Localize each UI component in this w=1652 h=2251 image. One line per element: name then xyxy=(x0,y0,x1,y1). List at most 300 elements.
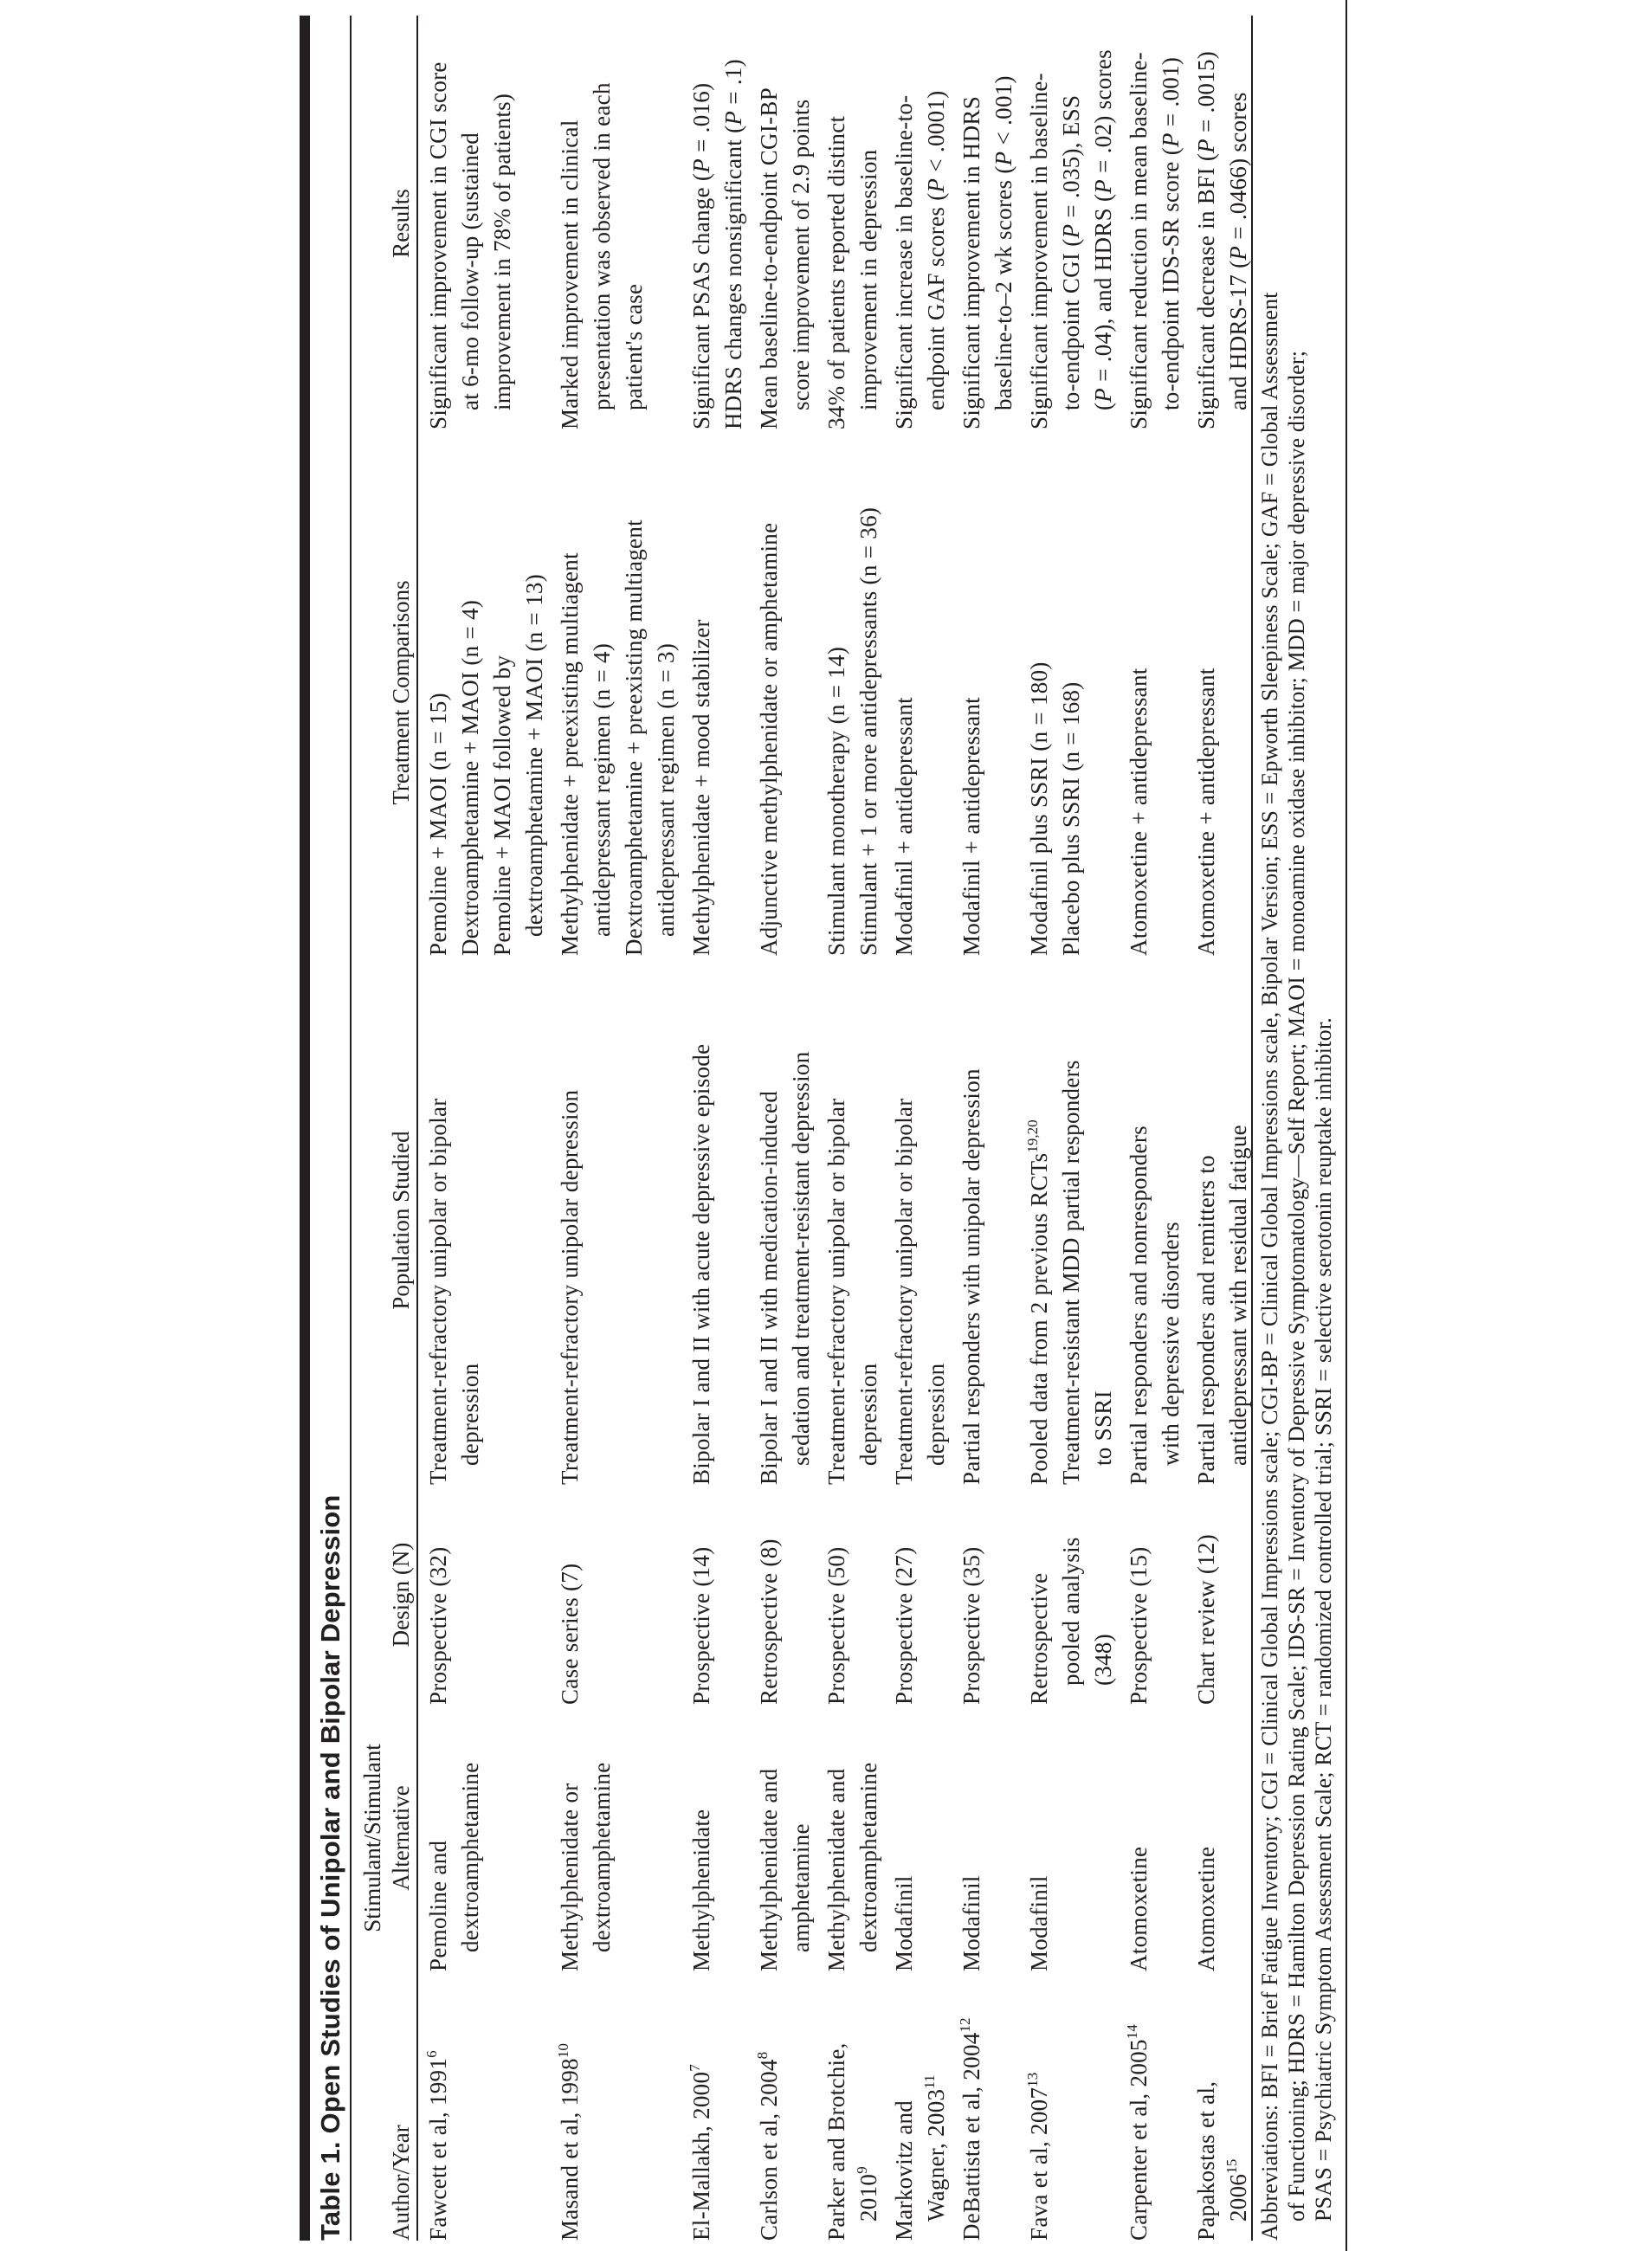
agent-entry xyxy=(888,1705,920,1971)
treatment-line xyxy=(554,429,586,956)
results-text: patient's case xyxy=(621,283,647,410)
design-text: Prospective (14) xyxy=(688,1546,714,1705)
population-entry xyxy=(1123,956,1187,1485)
treatment-entry xyxy=(853,429,885,956)
design-text: (348) xyxy=(1090,1634,1116,1686)
cell-agent xyxy=(1191,1705,1255,1971)
population-line xyxy=(1191,956,1223,1485)
table-row xyxy=(423,17,554,2241)
treatment-line xyxy=(1023,429,1055,956)
author-line xyxy=(821,1971,853,2241)
cell-agent xyxy=(753,1705,817,1971)
treatment-line xyxy=(423,429,455,956)
results-text: HDRS changes nonsignificant (P = .1) xyxy=(720,59,746,429)
author-text: Masand et al, 1998 xyxy=(557,2058,583,2241)
design-line xyxy=(888,1485,920,1705)
treatment-line xyxy=(1123,429,1155,956)
cell-treatment xyxy=(1123,429,1187,956)
agent-text: Modafinil xyxy=(958,1875,984,1971)
agent-text: Pemoline and xyxy=(425,1840,451,1971)
treatment-text: Stimulant monotherapy (n = 14) xyxy=(823,646,849,956)
results-text: Mean baseline-to-endpoint CGI-BP xyxy=(756,87,782,429)
cell-agent xyxy=(821,1705,885,1971)
treatment-text: Pemoline + MAOI followed by xyxy=(489,655,515,956)
header-label: Alternative xyxy=(388,1785,414,1891)
cell-population xyxy=(1123,956,1187,1485)
author-entry xyxy=(1123,1971,1155,2241)
cell-design xyxy=(1123,1485,1187,1705)
agent-entry xyxy=(1123,1705,1155,1971)
cell-treatment xyxy=(821,429,885,956)
cell-treatment xyxy=(1191,429,1255,956)
population-text: Treatment-refractory unipolar depression xyxy=(557,1089,583,1485)
population-text: with depressive disorders xyxy=(1158,1222,1184,1466)
treatment-text: Methylphenidate + preexisting multiagent xyxy=(557,552,583,956)
cell-population xyxy=(956,956,1020,1485)
author-entry xyxy=(753,1971,785,2241)
results-line xyxy=(753,17,785,429)
population-line xyxy=(1087,956,1120,1485)
cell-treatment xyxy=(554,429,682,956)
results-line xyxy=(618,17,650,429)
results-entry xyxy=(423,17,519,429)
header-results xyxy=(357,17,416,429)
results-line xyxy=(1023,17,1055,429)
cell-results xyxy=(821,17,885,429)
results-text: Significant increase in baseline-to- xyxy=(891,94,917,429)
table-row xyxy=(1123,17,1191,2241)
author-entry xyxy=(423,1971,455,2241)
design-line xyxy=(423,1485,455,1705)
design-entry xyxy=(821,1485,853,1705)
results-text: Significant PSAS change (P = .016) xyxy=(688,82,714,429)
design-line xyxy=(1191,1485,1223,1705)
agent-entry xyxy=(423,1705,487,1971)
header-label: Author/Year xyxy=(388,2125,414,2241)
cell-agent xyxy=(1123,1705,1187,1971)
cell-treatment xyxy=(686,429,750,956)
treatment-entry xyxy=(423,429,455,956)
results-line xyxy=(1087,17,1120,429)
population-entry xyxy=(753,956,817,1485)
cell-author xyxy=(1023,1971,1120,2241)
cell-treatment xyxy=(888,429,952,956)
design-entry xyxy=(1023,1485,1120,1705)
cell-population xyxy=(753,956,817,1485)
header-treatment xyxy=(357,429,416,956)
results-text: at 6-mo follow-up (sustained xyxy=(457,132,483,410)
results-line xyxy=(821,17,853,429)
agent-line xyxy=(455,1705,487,1971)
treatment-line xyxy=(455,429,487,956)
results-text: Significant improvement in HDRS xyxy=(958,95,984,429)
agent-text: Methylphenidate and xyxy=(756,1768,782,1971)
population-entry xyxy=(1023,956,1055,1485)
results-line xyxy=(487,17,519,429)
author-line xyxy=(853,1971,885,2241)
population-text: Bipolar I and II with medication-induced xyxy=(756,1090,782,1485)
design-line xyxy=(686,1485,718,1705)
author-text: DeBattista et al, 2004 xyxy=(958,2032,984,2241)
cell-treatment xyxy=(1023,429,1120,956)
table-row xyxy=(554,17,686,2241)
treatment-entry xyxy=(686,429,718,956)
population-line xyxy=(1223,956,1255,1485)
author-entry xyxy=(1023,1971,1055,2241)
author-text: Wagner, 2003 xyxy=(923,2088,949,2222)
results-text: 34% of patients reported distinct xyxy=(823,115,849,429)
cell-results xyxy=(888,17,952,429)
agent-text: Methylphenidate and xyxy=(823,1768,849,1971)
treatment-line xyxy=(888,429,920,956)
agent-entry xyxy=(1191,1705,1223,1971)
header-label: Stimulant/Stimulant xyxy=(359,1744,385,1932)
treatment-text: Stimulant + 1 or more antidepressants (n = 36) xyxy=(855,506,881,956)
author-line xyxy=(686,1971,718,2241)
design-text: Prospective (27) xyxy=(891,1546,917,1705)
results-line xyxy=(853,17,885,429)
reference-superscript: 19,20 xyxy=(1024,1119,1041,1153)
author-line xyxy=(1023,1971,1055,2241)
cell-population xyxy=(554,956,682,1485)
treatment-text: Pemoline + MAOI (n = 15) xyxy=(425,693,451,956)
abbreviation-line: PSAS = Psychiatric Symptom Assessment Scale; RCT = randomized controlled trial; SSRI = selective serotonin reuptake inhibitor. xyxy=(1311,1017,1336,2222)
page-edge-line xyxy=(1345,0,1347,2251)
treatment-text: Dextroamphetamine + preexisting multiagent xyxy=(621,519,647,956)
author-line xyxy=(956,1971,988,2241)
cell-design xyxy=(956,1485,1020,1705)
author-entry xyxy=(956,1971,988,2241)
results-line xyxy=(1123,17,1155,429)
author-text: Fawcett et al, 1991 xyxy=(425,2057,451,2241)
population-text: sedation and treatment-resistant depression xyxy=(788,1051,814,1466)
cell-population xyxy=(821,956,885,1485)
cell-results xyxy=(554,17,682,429)
results-line xyxy=(1155,17,1187,429)
cell-author xyxy=(753,1971,817,2241)
author-text: El-Mallakh, 2000 xyxy=(688,2071,714,2241)
results-text: Marked improvement in clinical xyxy=(557,119,583,429)
header-label: Results xyxy=(388,189,414,258)
treatment-entry xyxy=(1191,429,1223,956)
results-entry xyxy=(1023,17,1120,429)
table-title: Table 1. Open Studies of Unipolar and Bipolar Depression xyxy=(315,1494,345,2241)
agent-line xyxy=(888,1705,920,1971)
header-label: Design (N) xyxy=(388,1542,414,1648)
treatment-line xyxy=(1055,429,1087,956)
table-row xyxy=(888,17,956,2241)
author-line xyxy=(554,1971,586,2241)
results-entry xyxy=(956,17,1020,429)
agent-line xyxy=(853,1705,885,1971)
design-text: Prospective (50) xyxy=(823,1546,849,1705)
treatment-entry xyxy=(956,429,988,956)
cell-population xyxy=(686,956,750,1485)
cell-design xyxy=(686,1485,750,1705)
cell-agent xyxy=(554,1705,682,1971)
reference-superscript: 9 xyxy=(854,2166,870,2174)
population-text: Treatment-refractory unipolar or bipolar xyxy=(823,1098,849,1485)
treatment-line xyxy=(650,429,682,956)
population-text: Treatment-refractory unipolar or bipolar xyxy=(891,1098,917,1485)
header-label: Population Studied xyxy=(388,1131,414,1310)
treatment-entry xyxy=(1123,429,1155,956)
results-text: score improvement of 2.9 points xyxy=(788,99,814,410)
treatment-text: Dextroamphetamine + MAOI (n = 4) xyxy=(457,599,483,956)
cell-design xyxy=(888,1485,952,1705)
table-row xyxy=(1191,17,1258,2241)
agent-line xyxy=(1191,1705,1223,1971)
top-thick-rule xyxy=(300,16,310,2241)
population-entry xyxy=(956,956,988,1485)
agent-line xyxy=(586,1705,618,1971)
author-text: Papakostas et al, xyxy=(1193,2080,1219,2241)
author-line xyxy=(1191,1971,1223,2241)
population-entry xyxy=(1055,956,1120,1485)
agent-line xyxy=(686,1705,718,1971)
design-line xyxy=(821,1485,853,1705)
author-text: 2006 xyxy=(1225,2173,1251,2222)
agent-text: Atomoxetine xyxy=(1193,1846,1219,1971)
results-line xyxy=(455,17,487,429)
cell-author xyxy=(956,1971,1020,2241)
results-text: endpoint GAF scores (P < .0001) xyxy=(923,90,949,410)
results-entry xyxy=(1191,17,1255,429)
population-line xyxy=(554,956,586,1485)
author-entry xyxy=(821,1971,885,2241)
agent-entry xyxy=(956,1705,988,1971)
population-line xyxy=(853,956,885,1485)
author-entry xyxy=(686,1971,718,2241)
author-line xyxy=(423,1971,455,2241)
agent-line xyxy=(785,1705,817,1971)
reference-superscript: 8 xyxy=(754,2051,771,2060)
design-line xyxy=(1023,1485,1055,1705)
population-line xyxy=(455,956,487,1485)
reference-superscript: 14 xyxy=(1124,2024,1140,2040)
population-line xyxy=(821,956,853,1485)
design-line xyxy=(956,1485,988,1705)
author-entry xyxy=(888,1971,952,2241)
agent-line xyxy=(753,1705,785,1971)
population-line xyxy=(1055,956,1087,1485)
cell-agent xyxy=(423,1705,551,1971)
table-body xyxy=(423,17,1258,2241)
population-text: depression xyxy=(923,1363,949,1466)
design-line xyxy=(1123,1485,1155,1705)
design-text: Prospective (15) xyxy=(1126,1546,1152,1705)
cell-results xyxy=(423,17,551,429)
treatment-line xyxy=(956,429,988,956)
treatment-text: dextroamphetamine + MAOI (n = 13) xyxy=(521,574,547,937)
design-entry xyxy=(554,1485,586,1705)
agent-text: Methylphenidate xyxy=(688,1809,714,1971)
cell-agent xyxy=(686,1705,750,1971)
population-line xyxy=(423,956,455,1485)
agent-text: Modafinil xyxy=(1026,1875,1052,1971)
design-text: Case series (7) xyxy=(557,1563,583,1705)
design-entry xyxy=(888,1485,920,1705)
results-text: Significant reduction in mean baseline- xyxy=(1126,51,1152,429)
results-text: to-endpoint IDS-SR score (P = .001) xyxy=(1158,56,1184,410)
cell-results xyxy=(686,17,750,429)
header-agent xyxy=(357,1705,416,1971)
treatment-text: Modafinil plus SSRI (n = 180) xyxy=(1026,661,1052,956)
author-line xyxy=(888,1971,920,2241)
population-text: Pooled data from 2 previous RCTs xyxy=(1026,1152,1052,1485)
design-text: Chart review (12) xyxy=(1193,1533,1219,1705)
author-text: Fava et al, 2007 xyxy=(1026,2087,1052,2241)
treatment-line xyxy=(487,429,519,956)
agent-entry xyxy=(821,1705,885,1971)
results-line xyxy=(686,17,718,429)
design-text: Prospective (32) xyxy=(425,1546,451,1705)
population-text: Treatment-resistant MDD partial responders xyxy=(1058,1060,1084,1485)
results-line xyxy=(956,17,988,429)
reference-superscript: 12 xyxy=(957,2017,973,2033)
reference-superscript: 11 xyxy=(921,2074,938,2089)
results-entry xyxy=(686,17,718,429)
cell-agent xyxy=(956,1705,1020,1971)
treatment-line xyxy=(519,429,551,956)
cell-treatment xyxy=(753,429,817,956)
agent-line xyxy=(423,1705,455,1971)
author-entry xyxy=(1191,1971,1255,2241)
agent-entry xyxy=(554,1705,618,1971)
cell-treatment xyxy=(423,429,551,956)
table-row xyxy=(753,17,821,2241)
table-row xyxy=(1023,17,1123,2241)
table-row xyxy=(686,17,753,2241)
agent-text: dextroamphetamine xyxy=(457,1762,483,1952)
population-line xyxy=(920,956,952,1485)
author-text: 2010 xyxy=(855,2173,881,2222)
cell-author xyxy=(1123,1971,1187,2241)
header-population xyxy=(357,956,416,1485)
table-row xyxy=(956,17,1023,2241)
results-line xyxy=(1191,17,1223,429)
agent-text: Methylphenidate or xyxy=(557,1783,583,1971)
cell-treatment xyxy=(956,429,1020,956)
results-text: baseline-to–2 wk scores (P < .001) xyxy=(991,75,1016,410)
treatment-text: Modafinil + antidepressant xyxy=(958,697,984,956)
results-text: Significant improvement in baseline- xyxy=(1026,73,1052,429)
cell-agent xyxy=(888,1705,952,1971)
author-entry xyxy=(554,1971,586,2241)
cell-design xyxy=(753,1485,817,1705)
design-line xyxy=(753,1485,785,1705)
population-entry xyxy=(686,956,718,1485)
treatment-line xyxy=(853,429,885,956)
treatment-entry xyxy=(1023,429,1055,956)
abbreviations-footnote xyxy=(1256,292,1337,2241)
treatment-entry xyxy=(618,429,682,956)
results-text: to-endpoint CGI (P = .035), ESS xyxy=(1058,94,1084,410)
population-text: to SSRI xyxy=(1090,1390,1116,1466)
agent-line xyxy=(956,1705,988,1971)
treatment-entry xyxy=(821,429,853,956)
cell-population xyxy=(888,956,952,1485)
treatment-line xyxy=(1191,429,1223,956)
cell-design xyxy=(423,1485,551,1705)
population-text: depression xyxy=(855,1363,881,1466)
cell-results xyxy=(956,17,1020,429)
agent-entry xyxy=(1023,1705,1055,1971)
population-line xyxy=(753,956,785,1485)
population-line xyxy=(956,956,988,1485)
design-entry xyxy=(423,1485,455,1705)
treatment-line xyxy=(753,429,785,956)
results-text: Significant decrease in BFI (P = .0015) xyxy=(1193,50,1219,429)
population-text: Treatment-refractory unipolar or bipolar xyxy=(425,1098,451,1485)
population-text: depression xyxy=(457,1363,483,1466)
cell-results xyxy=(753,17,817,429)
treatment-text: antidepressant regimen (n = 3) xyxy=(653,642,679,937)
results-entry xyxy=(718,17,750,429)
reference-superscript: 13 xyxy=(1024,2072,1041,2087)
design-line xyxy=(1087,1485,1120,1705)
table-row xyxy=(821,17,888,2241)
abbreviation-line: of Functioning; HDRS = Hamilton Depression Rating Scale; IDS-SR = Inventory of Depressive Symptomatology—Self Report; MAOI = monoamine oxidase inhibitor; MDD = major depressive disorder; xyxy=(1284,350,1309,2222)
treatment-line xyxy=(586,429,618,956)
population-text: Partial responders and remitters to xyxy=(1193,1155,1219,1485)
agent-line xyxy=(554,1705,586,1971)
results-text: (P = .04), and HDRS (P = .02) scores xyxy=(1090,49,1116,410)
results-entry xyxy=(753,17,817,429)
treatment-text: antidepressant regimen (n = 4) xyxy=(589,642,615,937)
reference-superscript: 7 xyxy=(687,2064,703,2072)
cell-author xyxy=(554,1971,682,2241)
population-text: antidepressant with residual fatigue xyxy=(1225,1125,1251,1466)
results-text: Significant improvement in CGI score xyxy=(425,61,451,429)
cell-author xyxy=(686,1971,750,2241)
agent-entry xyxy=(686,1705,718,1971)
author-line xyxy=(920,1971,952,2241)
design-text: Retrospective xyxy=(1026,1572,1052,1705)
results-line xyxy=(423,17,455,429)
results-entry xyxy=(821,17,885,429)
bottom-rule xyxy=(1251,16,1253,2241)
agent-line xyxy=(1123,1705,1155,1971)
author-text: Carpenter et al, 2005 xyxy=(1126,2039,1152,2241)
cell-design xyxy=(1023,1485,1120,1705)
header-author xyxy=(357,1971,416,2241)
population-line xyxy=(1123,956,1155,1485)
author-text: Markovitz and xyxy=(891,2099,917,2241)
treatment-text: Methylphenidate + mood stabilizer xyxy=(688,619,714,956)
agent-line xyxy=(1023,1705,1055,1971)
cell-results xyxy=(1123,17,1187,429)
results-text: and HDRS-17 (P = .0466) scores xyxy=(1225,92,1251,410)
results-line xyxy=(586,17,618,429)
design-text: pooled analysis xyxy=(1058,1537,1084,1686)
treatment-entry xyxy=(487,429,551,956)
design-entry xyxy=(1123,1485,1155,1705)
treatment-entry xyxy=(888,429,920,956)
agent-entry xyxy=(753,1705,817,1971)
design-text: Prospective (35) xyxy=(958,1546,984,1705)
reference-superscript: 15 xyxy=(1223,2158,1240,2174)
treatment-line xyxy=(686,429,718,956)
author-line xyxy=(1223,1971,1255,2241)
table-header xyxy=(357,17,416,2241)
cell-results xyxy=(1023,17,1120,429)
treatment-text: Modafinil + antidepressant xyxy=(891,697,917,956)
design-line xyxy=(554,1485,586,1705)
population-line xyxy=(686,956,718,1485)
cell-population xyxy=(1191,956,1255,1485)
cell-results xyxy=(1191,17,1255,429)
